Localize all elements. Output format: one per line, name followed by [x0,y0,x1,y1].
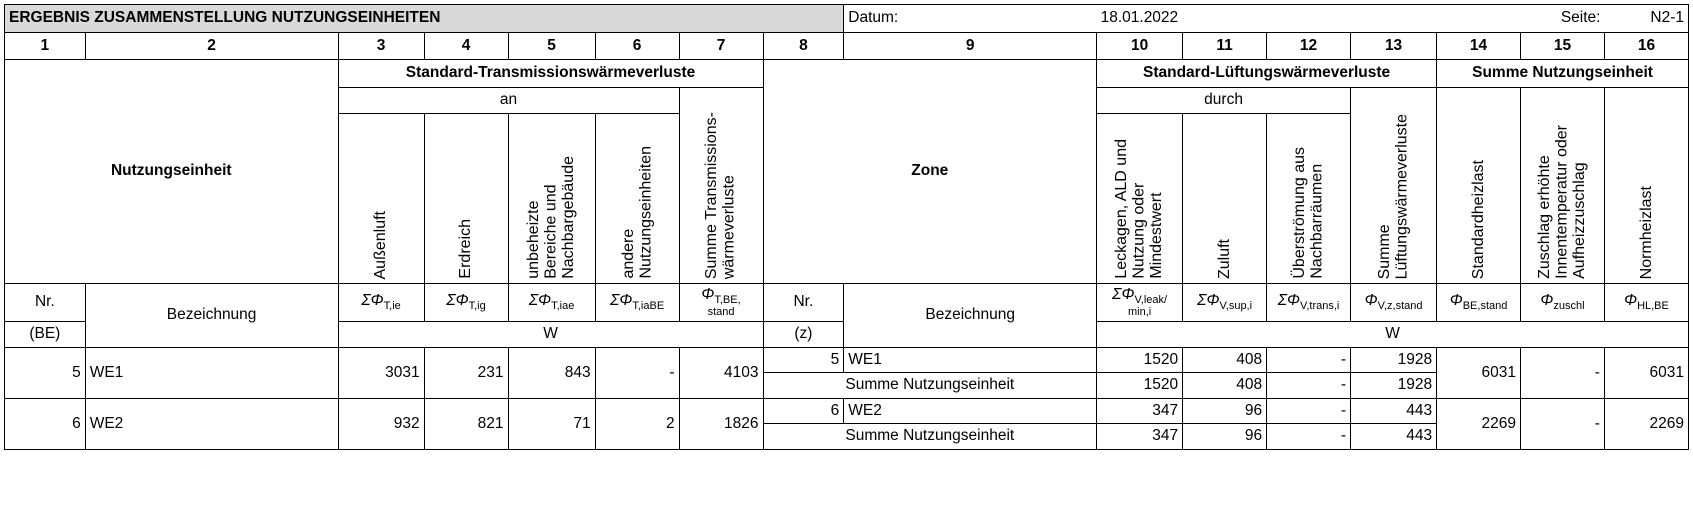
vertical-c14 [1437,88,1521,284]
vertical-label-line: Zuschlag erhöhte [1536,155,1554,279]
column-number-10: 10 [1097,33,1183,60]
symbol-base: Φ [701,285,715,303]
column-number-2: 2 [85,33,338,60]
symbol-base: Φ [1624,291,1638,309]
be-name: WE1 [85,348,338,399]
vertical-label-line: Erdreich [457,219,475,279]
vertical-c12 [1267,114,1351,284]
sum-sum: 443 [1351,424,1437,450]
symbol-base: ΣΦ [361,291,384,309]
be-name: WE2 [85,399,338,450]
symbol-base: ΣΦ [1277,291,1301,309]
unit-transmission: W [338,322,763,348]
symbol-subscript: V,leak/ [1134,294,1168,306]
bezeichnung-label: Bezeichnung [85,284,338,348]
zone-header: Zone [763,60,1097,284]
result-table [4,4,1689,450]
sum-trans: - [1267,424,1351,450]
transmission-header: Standard-Transmissionswärmeverluste [338,60,763,88]
t-sum: 1826 [679,399,763,450]
column-number-9: 9 [844,33,1097,60]
vertical-label-line: Zuluft [1215,238,1233,279]
sum-leak: 347 [1097,424,1183,450]
vertical-label-line: Leckagen, ALD und [1113,139,1131,279]
t-iae: 71 [508,399,595,450]
column-number-4: 4 [424,33,508,60]
column-number-12: 12 [1267,33,1351,60]
t-ie: 3031 [338,348,424,399]
vertical-c16 [1604,88,1688,284]
vertical-label-line: Summe [1375,223,1393,279]
symbol-subscript-line2: min,i [1128,305,1152,318]
symbol-subscript: V,z,stand [1377,299,1423,312]
vertical-label-line: Überströmung aus [1290,147,1308,279]
vertical-label-line: Standardheizlast [1469,159,1487,279]
v-trans: - [1267,348,1351,373]
zone-bezeichnung-label: Bezeichnung [844,284,1097,348]
column-number-11: 11 [1183,33,1267,60]
column-number-13: 13 [1351,33,1437,60]
datum-label: Datum: [844,5,1097,33]
vertical-c6 [595,114,679,284]
symbol-c10 [1097,284,1183,322]
table-row [5,399,1689,424]
column-number-8: 8 [763,33,844,60]
v-sum: 1928 [1351,348,1437,373]
symbol-subscript: zuschl [1553,299,1585,312]
vertical-label-line: Nutzung oder [1130,182,1148,279]
column-number-6: 6 [595,33,679,60]
symbol-base: ΣΦ [1197,291,1220,309]
summe-ne-label: Summe Nutzungseinheit [763,373,1097,399]
summe-header: Summe Nutzungseinheit [1437,60,1689,88]
symbol-base: Φ [1540,291,1554,309]
be-nr: 5 [5,348,86,399]
t-iabe: 2 [595,399,679,450]
z-label: (z) [763,322,844,348]
v-leak: 1520 [1097,348,1183,373]
symbol-subscript: V,trans,i [1300,299,1340,312]
column-number-3: 3 [338,33,424,60]
zone-name: WE2 [844,399,1097,424]
column-number-16: 16 [1604,33,1688,60]
standard-heizlast: 6031 [1437,348,1521,399]
v-leak: 347 [1097,399,1183,424]
nutzungseinheit-header: Nutzungseinheit [5,60,339,284]
zuschlag: - [1521,399,1605,450]
vertical-label-line: unbeheizte [525,200,543,279]
table-row [5,348,1689,373]
seite-value: N2-1 [1604,5,1688,33]
vertical-label-line: wärmeverluste [721,174,739,279]
vertical-label-line: Nachbarräumen [1308,164,1326,279]
unit-lueftung: W [1097,322,1689,348]
vertical-c13 [1351,88,1437,284]
vertical-label-line: Mindestwert [1148,192,1166,279]
be-nr: 6 [5,399,86,450]
vertical-label-line: Aufheizzuschlag [1571,162,1589,279]
symbol-base: ΣΦ [610,291,633,309]
vertical-c5 [508,114,595,284]
vertical-label-line: Bereiche und [542,184,560,279]
v-trans: - [1267,399,1351,424]
group-header-row [5,60,1689,88]
datum-value: 18.01.2022 [1097,5,1351,33]
symbol-base: ΣΦ [446,291,469,309]
symbol-c4 [424,284,508,322]
sum-sum: 1928 [1351,373,1437,399]
v-sup: 408 [1183,348,1267,373]
symbol-subscript: HL,BE [1637,299,1669,312]
symbol-c7 [679,284,763,322]
summe-ne-label: Summe Nutzungseinheit [763,424,1097,450]
symbol-c6 [595,284,679,322]
vertical-c4 [424,114,508,284]
symbol-c13 [1351,284,1437,322]
t-iae: 843 [508,348,595,399]
symbol-subscript: T,iae [551,299,575,312]
v-sum: 443 [1351,399,1437,424]
t-ie: 932 [338,399,424,450]
zone-nr-label: Nr. [763,284,844,322]
norm-heizlast: 2269 [1604,399,1688,450]
standard-heizlast: 2269 [1437,399,1521,450]
lueftung-header: Standard-Lüftungswärmeverluste [1097,60,1437,88]
vertical-label-line: Nachbargebäude [560,156,578,279]
symbol-subscript: T,ig [468,299,486,312]
sum-sup: 96 [1183,424,1267,450]
be-label: (BE) [5,322,86,348]
zone-nr: 5 [763,348,844,373]
norm-heizlast: 6031 [1604,348,1688,399]
sum-sup: 408 [1183,373,1267,399]
symbol-c5 [508,284,595,322]
symbol-subscript: T,BE, [714,294,741,306]
column-number-1: 1 [5,33,86,60]
t-iabe: - [595,348,679,399]
column-number-15: 15 [1521,33,1605,60]
symbol-c3 [338,284,424,322]
symbol-subscript: V,sup,i [1219,299,1253,312]
symbol-c11 [1183,284,1267,322]
vertical-label-line: Innentemperatur oder [1553,125,1571,279]
column-number-row [5,33,1689,60]
zuschlag: - [1521,348,1605,399]
column-number-7: 7 [679,33,763,60]
vertical-label-line: Nutzungseinheiten [637,146,655,279]
title-row [5,5,1689,33]
vertical-c3 [338,114,424,284]
symbol-c14 [1437,284,1521,322]
symbol-c16 [1604,284,1688,322]
vertical-label-line: Summe Transmissions- [703,111,721,279]
symbol-base: ΣΦ [1112,285,1135,303]
symbol-base: Φ [1449,291,1463,309]
symbol-subscript: T,iaBE [632,299,665,312]
an-header: an [338,88,679,114]
t-ig: 231 [424,348,508,399]
t-ig: 821 [424,399,508,450]
vertical-c11 [1183,114,1267,284]
vertical-label-line: Normheizlast [1637,185,1655,279]
symbol-subscript: T,ie [383,299,401,312]
symbol-subscript-line2: stand [707,305,735,318]
durch-header: durch [1097,88,1351,114]
column-number-5: 5 [508,33,595,60]
vertical-label-line: Außenluft [372,210,390,279]
symbol-c12 [1267,284,1351,322]
symbol-base: ΣΦ [528,291,552,309]
column-number-14: 14 [1437,33,1521,60]
vertical-c7 [679,88,763,284]
t-sum: 4103 [679,348,763,399]
nr-label: Nr. [5,284,86,322]
vertical-label-line: andere [619,229,637,279]
vertical-c15 [1521,88,1605,284]
zone-nr: 6 [763,399,844,424]
sum-leak: 1520 [1097,373,1183,399]
symbol-subscript: BE,stand [1462,299,1508,312]
document-title: ERGEBNIS ZUSAMMENSTELLUNG NUTZUNGSEINHEITEN [5,5,844,33]
sum-trans: - [1267,373,1351,399]
vertical-label-line: Lüftungswärmeverluste [1393,113,1411,279]
symbol-base: Φ [1364,291,1378,309]
vertical-c10 [1097,114,1183,284]
symbol-c15 [1521,284,1605,322]
seite-label: Seite: [1351,5,1605,33]
v-sup: 96 [1183,399,1267,424]
zone-name: WE1 [844,348,1097,373]
symbol-row [5,284,1689,322]
